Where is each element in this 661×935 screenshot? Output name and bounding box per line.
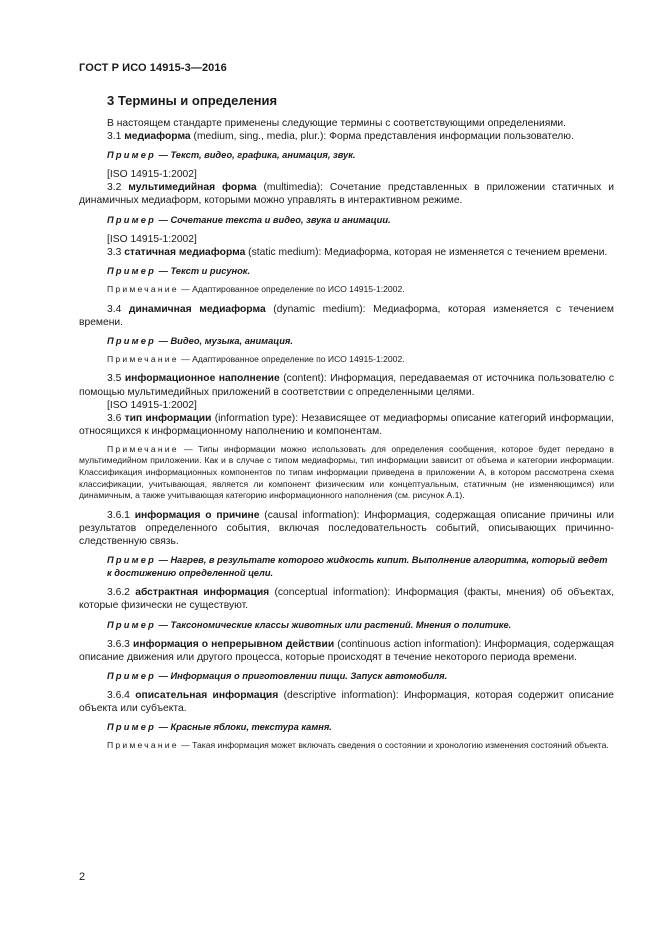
term-name: информация о причине — [134, 509, 260, 521]
term-3-4 — [79, 303, 614, 329]
term-number: 3.4 — [107, 303, 129, 315]
source-ref-1: [ISO 14915-1:2002] — [107, 169, 197, 181]
term-name: абстрактная информация — [135, 587, 270, 599]
term-3-6-4 — [79, 689, 614, 715]
term-3-6 — [79, 412, 614, 438]
section-title: 3 Термины и определения — [107, 93, 278, 108]
example-1 — [79, 149, 614, 162]
term-name: описательная информация — [135, 689, 279, 701]
term-number: 3.6.1 — [107, 509, 135, 521]
term-name: медиаформа — [124, 131, 191, 143]
note-label: Примечание — [107, 353, 179, 364]
term-3-1 — [79, 130, 614, 143]
source-ref-3: [ISO 14915-1:2002] — [107, 399, 197, 411]
example-label: Пример — [107, 722, 156, 733]
term-number: 3.1 — [107, 131, 125, 143]
note-text: — Адаптированное определение по ИСО 14915-1:2002. — [178, 283, 405, 294]
example-label: Пример — [107, 335, 156, 346]
term-definition: (static medium): Медиаформа, которая не изменяется с течением времени. — [245, 246, 608, 258]
example-label: Пример — [107, 265, 156, 276]
example-label: Пример — [107, 555, 156, 566]
note-3 — [79, 444, 614, 502]
note-label: Примечание — [107, 283, 179, 294]
example-text: — Таксономические классы животных или растений. Мнения о политике. — [155, 619, 512, 630]
term-definition: (multimedia): Сочетание представленных в приложении статичных и динамичных медиаформ, которыми можно управлять в интерактивном режиме. — [79, 182, 614, 207]
example-7 — [79, 670, 614, 683]
note-1 — [79, 284, 614, 296]
example-text: — Сочетание текста и видео, звука и анимации. — [155, 214, 391, 225]
example-text: — Красные яблоки, текстура камня. — [155, 722, 332, 733]
example-text: — Нагрев, в результате которого жидкость кипит. Выполнение алгоритма, который ведет к достижению определенной цели. — [107, 555, 608, 579]
intro-paragraph: В настоящем стандарте применены следующие термины с соответствующими определениями. — [107, 118, 567, 129]
source-ref-2: [ISO 14915-1:2002] — [107, 233, 197, 245]
term-number: 3.6 — [107, 412, 125, 424]
note-text: — Типы информации можно использовать для определения сообщения, которое будет передано в мультимедийном приложении. Как и в случае с типом медиаформы, тип информации зависит от объема и категории информации. Классификация информационных компонентов по типам информации приведена в приложении А, в котором рассмотрена схема классификации, учитывающая, является ли компонент физическим или концептуальным, статичным (не изменяющимся) или динамичным, а также учитывающая категорию информационного наполнения (см. рисунок А.1). — [79, 443, 614, 501]
term-name: тип информации — [124, 412, 212, 424]
term-3-5 — [79, 372, 614, 398]
term-name: динамичная медиаформа — [128, 303, 266, 315]
note-text: — Такая информация может включать сведения о состоянии и хронологию изменения состояний объекта. — [178, 740, 609, 751]
term-3-6-2 — [79, 586, 614, 612]
term-definition: (continuous action information): Информация, содержащая описание движения или другого процесса, которые происходят в течение некоторого периода времени. — [79, 638, 615, 663]
example-6 — [79, 619, 614, 632]
note-text: — Адаптированное определение по ИСО 14915-1:2002. — [178, 353, 405, 364]
note-2 — [79, 354, 614, 366]
term-number: 3.3 — [107, 246, 125, 258]
example-text: — Информация о приготовлении пищи. Запуск автомобиля. — [155, 670, 448, 681]
term-number: 3.2 — [107, 182, 129, 194]
term-definition: (conceptual information): Информация (факты, мнения) об объектах, которые физически не существуют. — [79, 587, 614, 612]
term-name: информация о непрерывном действии — [132, 638, 335, 650]
example-3 — [79, 265, 614, 278]
example-label: Пример — [107, 214, 156, 225]
term-definition: (medium, sing., media, plur.): Форма представления информации пользователю. — [190, 131, 574, 143]
term-definition: (dynamic medium): Медиаформа, которая изменяется с течением времени. — [79, 303, 614, 328]
term-3-2 — [79, 181, 614, 207]
example-5 — [79, 554, 614, 580]
term-number: 3.5 — [107, 373, 125, 385]
term-name: статичная медиаформа — [124, 246, 246, 258]
example-label: Пример — [107, 670, 156, 681]
example-text: — Видео, музыка, анимация. — [155, 335, 293, 346]
page-number: 2 — [79, 871, 86, 883]
example-8 — [79, 721, 614, 734]
term-definition: (content): Информация, передаваемая от источника пользователю с помощью мультимедийных приложений в соответствии с определенными целями. — [79, 373, 614, 398]
term-name: информационное наполнение — [124, 373, 280, 385]
document-body — [79, 117, 614, 758]
term-number: 3.6.3 — [107, 638, 133, 650]
term-name: мультимедийная форма — [128, 182, 257, 194]
note-4 — [79, 740, 614, 752]
document-id: ГОСТ Р ИСО 14915-3—2016 — [79, 62, 227, 74]
example-text: — Текст, видео, графика, анимация, звук. — [155, 150, 356, 161]
term-number: 3.6.4 — [107, 689, 136, 701]
note-label: Примечание — [107, 740, 179, 751]
term-3-6-3 — [79, 638, 614, 664]
example-label: Пример — [107, 619, 156, 630]
example-4 — [79, 335, 614, 348]
term-3-3 — [79, 246, 614, 259]
example-2 — [79, 214, 614, 227]
example-text: — Текст и рисунок. — [155, 265, 251, 276]
term-definition: (causal information): Информация, содержащая описание причины или результатов определенного события, включая последовательность событий, описывающих причинно-следственную связь. — [79, 509, 614, 548]
example-label: Пример — [107, 150, 156, 161]
term-definition: (descriptive information): Информация, которая содержит описание объекта или субъекта. — [79, 689, 614, 714]
term-3-6-1 — [79, 509, 614, 548]
note-label: Примечание — [107, 443, 179, 454]
term-definition: (information type): Независящее от медиаформы описание категорий информации, относящихся к информационному наполнению и компонентам. — [79, 412, 614, 437]
term-number: 3.6.2 — [107, 587, 136, 599]
